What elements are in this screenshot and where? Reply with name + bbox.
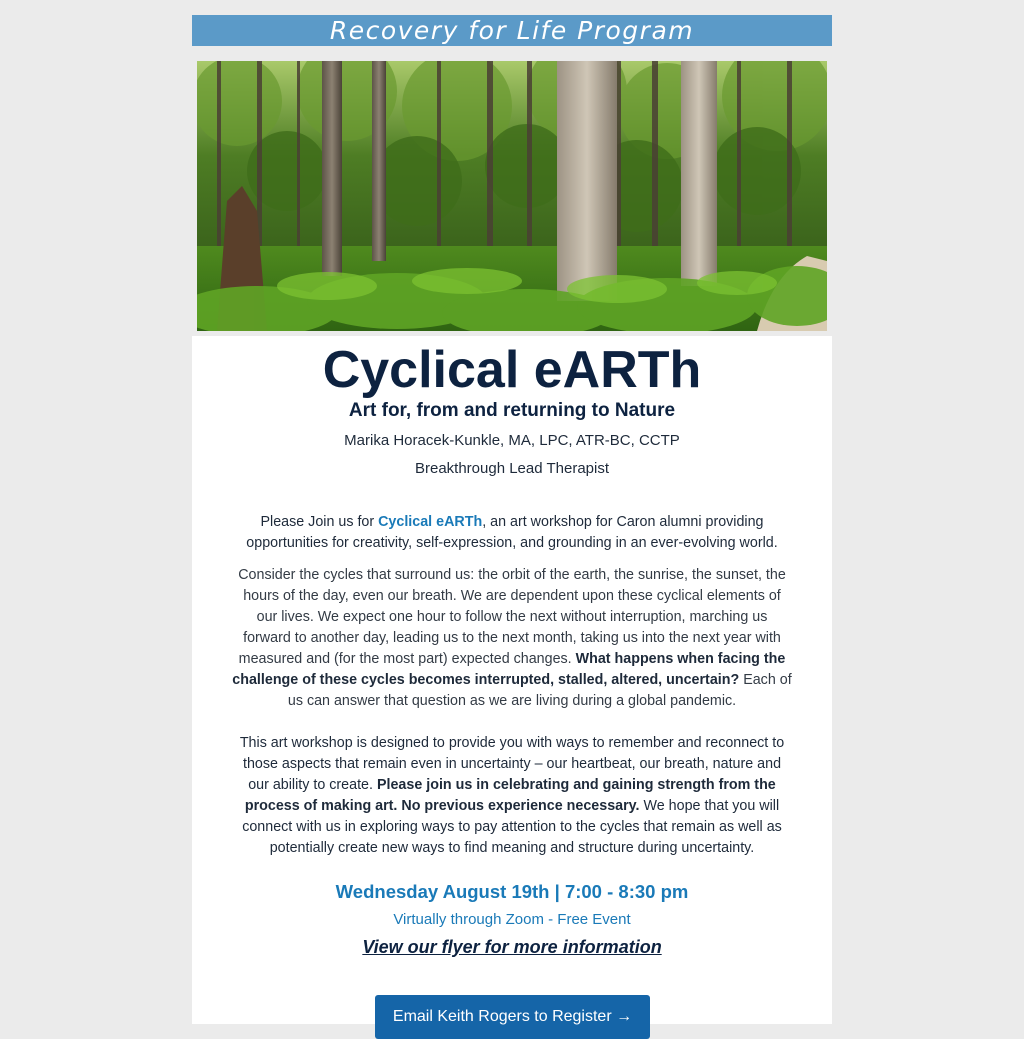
cycles-text-post: Each of us can answer that question as we are living during a global pandemic. xyxy=(287,672,792,709)
register-button[interactable]: Email Keith Rogers to Register → xyxy=(375,995,650,1039)
banner-text: Recovery for Life Program xyxy=(329,16,695,45)
forest-illustration xyxy=(197,61,827,331)
cycles-paragraph xyxy=(232,565,792,712)
cycles-question: What happens when facing the challenge of these cycles becomes interrupted, stalled, altered, uncertain? xyxy=(232,651,786,688)
event-title: Cyclical eARTh xyxy=(322,341,702,399)
workshop-invite: Please join us in celebrating and gaining strength from the process of making art. No previous experience necessary. xyxy=(244,777,776,814)
presenter-name: Marika Horacek-Kunkle, MA, LPC, ATR-BC, CCTP xyxy=(344,432,680,449)
intro-paragraph xyxy=(232,512,792,554)
program-banner xyxy=(192,15,832,46)
event-venue: Virtually through Zoom - Free Event xyxy=(393,911,631,928)
workshop-text-post: We hope that you will connect with us in exploring ways to pay attention to the cycles that remain as well as potentially create new ways to find meaning and structure during uncertainty. xyxy=(242,798,782,856)
intro-text-post: , an art workshop for Caron alumni providing opportunities for creativity, self-expression, and grounding in an ever-evolving world. xyxy=(246,514,778,551)
cycles-text-pre: Consider the cycles that surround us: the orbit of the earth, the sunrise, the sunset, the hours of the day, even our breath. We are dependent upon these cyclical elements of our lives. We expect one hour to follow the next without interruption, marching us forward to another day, leading us to the next month, taking us into the next year with measured and (for the most part) expected changes. xyxy=(238,567,786,667)
content-card xyxy=(192,336,832,1024)
email-container xyxy=(192,0,832,1024)
presenter-role: Breakthrough Lead Therapist xyxy=(414,460,610,477)
event-name-highlight: Cyclical eARTh xyxy=(378,514,483,530)
hero-image xyxy=(197,61,827,331)
workshop-text-pre: This art workshop is designed to provide you with ways to remember and reconnect to those aspects that remain even in uncertainty – our heartbeat, our breath, nature and our ability to create. xyxy=(239,735,785,793)
flyer-link[interactable]: View our flyer for more information xyxy=(362,937,662,957)
intro-text-pre: Please Join us for xyxy=(260,514,379,530)
event-date: Wednesday August 19th | 7:00 - 8:30 pm xyxy=(335,881,689,902)
workshop-paragraph xyxy=(232,733,792,859)
event-subtitle: Art for, from and returning to Nature xyxy=(348,400,676,421)
